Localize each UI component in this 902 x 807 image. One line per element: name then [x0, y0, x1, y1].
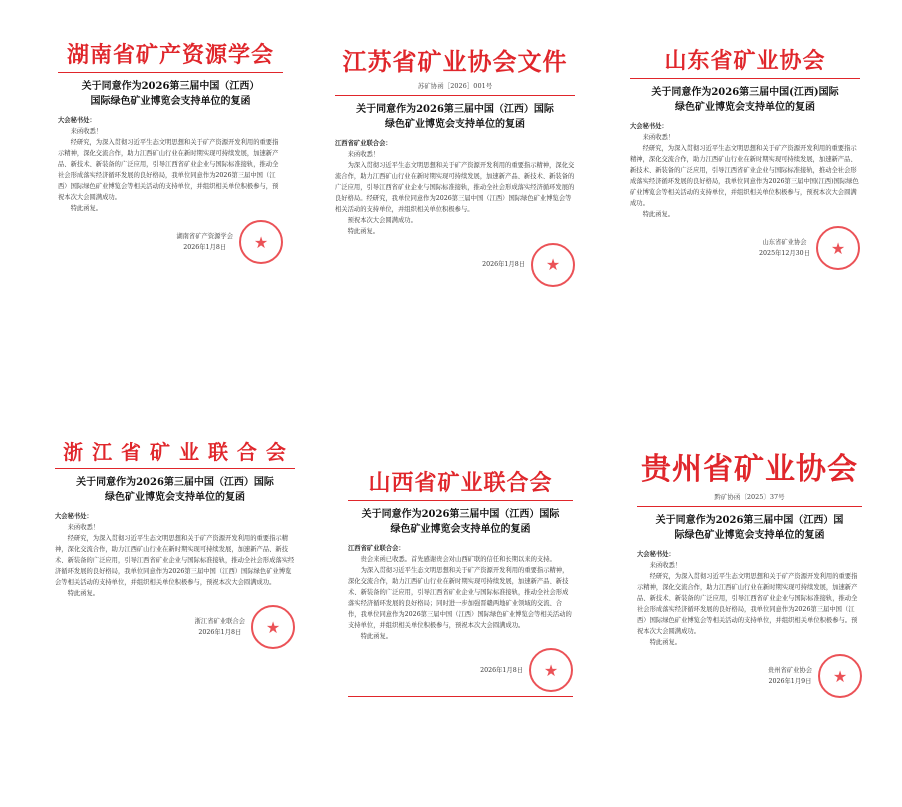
reply-letter: [630, 48, 860, 270]
letter-body: [348, 543, 573, 642]
signature-row: [348, 648, 573, 692]
letter-body: [630, 121, 860, 220]
official-seal-icon: ★: [531, 243, 575, 287]
official-seal-icon: ★: [816, 226, 860, 270]
letterhead-divider: [637, 506, 862, 507]
signature-block: [759, 237, 810, 259]
letter-body: [637, 549, 862, 648]
letter-title-line: 绿色矿业博览会支持单位的复函: [105, 492, 245, 503]
paragraph: 来函收悉！: [649, 562, 682, 569]
signature-row: [55, 605, 295, 649]
letter-title-line: 关于同意作为2026第三届中国（江西）国: [655, 515, 844, 526]
signature-row: [58, 220, 283, 264]
paragraph: 经研究，为深入贯彻习近平生态文明思想和关于矿产资源开发利用的重要指示精神，深化交流合作，助力江西矿山行业在新时期实现可持续发展，加速新产品、新技术、新装备的广泛应用，引导江西省矿业企业与国际标准接轨，推动全社会形成落实经济循环发展的良好格局，我单位同意作为2026第三届中国（江西）国际绿色矿业博览会等相关活动的支持单位，并组织相关单位积极参与。预祝本次大会圆满成功。: [637, 573, 858, 635]
letter-body: [335, 138, 575, 237]
letterhead-title: 江苏省矿业协会文件: [342, 47, 568, 76]
paragraph: 特此函复。: [347, 227, 380, 235]
letter-title-line: 绿色矿业博览会支持单位的复函: [675, 102, 815, 114]
official-seal-icon: ★: [818, 654, 862, 698]
paragraph: 来函收悉！: [347, 150, 380, 158]
letter-title-line: 关于同意作为2026第三届中国（江西）国际: [76, 477, 274, 488]
official-seal-icon: ★: [239, 220, 283, 264]
signature-row: [630, 226, 860, 270]
letterhead-title: 山东省矿业协会: [664, 48, 826, 74]
letter-title-line: 国际绿色矿业博览会支持单位的复函: [90, 96, 251, 108]
letter-date: 2026年1月8日: [183, 244, 227, 252]
signature-name: 山东省矿业协会: [762, 239, 807, 247]
signature-block: [482, 259, 525, 270]
signature-block: [176, 231, 233, 253]
letter-title-line: 绿色矿业博览会支持单位的复函: [385, 118, 525, 130]
paragraph: 特此函复。: [360, 633, 393, 641]
letter-date: 2025年12月30日: [759, 250, 810, 258]
paragraph: 经研究，为深入贯彻习近平生态文明思想和关于矿产资源开发利用的重要指示精神，深化交流合作，助力江西矿山行业在新时期实现可持续发展，加速新产品、新技术、新装备的广泛应用，引导江西省矿业企业与国际标准接轨，推动全社会形成落实经济循环发展的良好格局，我单位同意作为2026第三届中国（江西）国际绿色矿业博览会等相关活动的支持单位，并组织相关单位积极参与，预祝本次大会圆满成功。: [58, 139, 279, 202]
official-seal-icon: ★: [529, 648, 573, 692]
letterhead-divider: [348, 500, 573, 501]
document-number: 黔矿协函〔2025〕37号: [714, 493, 785, 501]
signature-name: 贵州省矿业协会: [767, 667, 812, 674]
letterhead-title: 湖南省矿产资源学会: [66, 42, 274, 68]
paragraph: 为深入贯彻习近平生态文明思想和关于矿产资源开发利用的重要指示精神，深化交流合作，助力江西矿山行业在新时期实现可持续发展，加速新产品、新技术、新装备的广泛应用，引导江西省矿业企业与国际标准接轨，推动全社会形成落实经济循环发展的良好格局；同时进一步加强晋赣两地矿业领域的交流、合作，我单位同意作为2026第三届中国（江西）国际绿色矿业博览会等相关活动的支持单位，并组织相关单位积极参与，预祝本次大会圆满成功。: [348, 567, 572, 630]
letter-body: [58, 115, 283, 214]
letter-title-line: 关于同意作为2026第三届中国（江西）国际: [356, 103, 554, 115]
letter-title-line: 绿色矿业博览会支持单位的复函: [390, 524, 531, 536]
signature-block: [480, 665, 523, 676]
document-number: 苏矿协函［2026］001号: [417, 81, 493, 90]
salutation: 大会秘书处：: [58, 117, 96, 125]
letter-title-line: 关于同意作为2026第三届中国（江西）: [81, 81, 260, 93]
letterhead-divider: [630, 78, 860, 79]
salutation: 大会秘书处：: [55, 513, 93, 520]
letter-date: 2026年1月8日: [480, 666, 523, 674]
signature-name: 湖南省矿产资源学会: [176, 233, 233, 241]
paragraph: 经研究，为深入贯彻习近平生态文明思想和关于矿产资源开发利用的重要指示精神，深化交流合作，助力江西矿山行业在新时期实现可持续发展，加速新产品、新技术、新装备的广泛应用，引导江西省矿业企业与国际标准接轨，推动全社会形成落实经济循环发展的良好格局，我单位同意作为2026第三届中国(江西)国际绿色矿业博览会等相关活动的支持单位，并组织相关单位积极参与，预祝本次大会圆满成功。: [630, 145, 859, 208]
letter-title-line: 关于同意作为2026第三届中国(江西)国际: [651, 87, 839, 99]
signature-row: [637, 654, 862, 698]
paragraph: 特此函复。: [67, 590, 100, 597]
letter-date: 2026年1月8日: [482, 261, 525, 269]
letterhead-title: 浙 江 省 矿 业 联 合 会: [63, 440, 287, 464]
salutation: 大会秘书处：: [630, 123, 668, 131]
official-seal-icon: ★: [251, 605, 295, 649]
paragraph: 预祝本次大会圆满成功。: [347, 216, 417, 224]
signature-block: [195, 616, 245, 638]
signature-name: 浙江省矿业联合会: [194, 618, 245, 625]
letterhead-title: 贵州省矿业协会: [641, 452, 858, 487]
salutation: 江西省矿业联合会：: [348, 545, 405, 553]
reply-letter: [637, 452, 862, 698]
reply-letter: [348, 470, 573, 697]
signature-block: [768, 665, 812, 687]
paragraph: 特此函复。: [649, 639, 682, 646]
paragraph: 特此函复。: [70, 205, 103, 213]
salutation: 大会秘书处：: [637, 551, 675, 558]
letterhead-title: 山西省矿业联合会: [368, 470, 553, 496]
paragraph: 为深入贯彻习近平生态文明思想和关于矿产资源开发利用的重要指示精神，深化交流合作，助力江西矿山行业在新时期实现可持续发展，加速新产品、新技术、新装备的广泛应用，引导江西省矿业企业与国际标准接轨，推动全社会形成落实经济循环发展的良好格局。经研究，我单位同意作为2026第三届中国（江西）国际绿色矿业博览会等相关活动的支持单位，并组织相关单位积极参与。: [335, 161, 575, 213]
letterhead-divider: [55, 468, 295, 469]
paragraph: 特此函复。: [642, 211, 675, 219]
paragraph: 来函收悉！: [642, 134, 675, 142]
paragraph: 来函收悉！: [67, 524, 100, 531]
reply-letter: [335, 48, 575, 287]
paragraph: 经研究，为深入贯彻习近平生态文明思想和关于矿产资源开发利用的重要指示精神，深化交流合作，助力江西矿山行业在新时期实现可持续发展，加速新产品、新技术、新装备的广泛应用，引导江西省矿业企业与国际标准接轨，推动全社会形成落实经济循环发展的良好格局，我单位同意作为2026第三届中国（江西）国际绿色矿业博览会等相关活动的支持单位，并组织相关单位积极参与，预祝本次大会圆满成功。: [55, 535, 295, 586]
paragraph: 来函收悉！: [70, 128, 103, 136]
letterhead-divider: [335, 95, 575, 96]
reply-letter: [58, 42, 283, 264]
salutation: 江西省矿业联合会：: [335, 139, 392, 147]
letter-title-line: 关于同意作为2026第三届中国（江西）国际: [361, 509, 560, 521]
signature-row: [335, 243, 575, 287]
letter-date: 2026年1月9日: [768, 678, 812, 685]
letterhead-divider: [58, 72, 283, 73]
letter-date: 2026年1月8日: [198, 629, 242, 636]
reply-letter: [55, 440, 295, 649]
footer-divider: [348, 696, 573, 697]
letter-title-line: 际绿色矿业博览会支持单位的复函: [674, 530, 825, 541]
paragraph: 贵会来函已收悉。首先感谢贵会对山西矿联的信任和长期以来的支持。: [360, 556, 556, 564]
letter-body: [55, 511, 295, 599]
